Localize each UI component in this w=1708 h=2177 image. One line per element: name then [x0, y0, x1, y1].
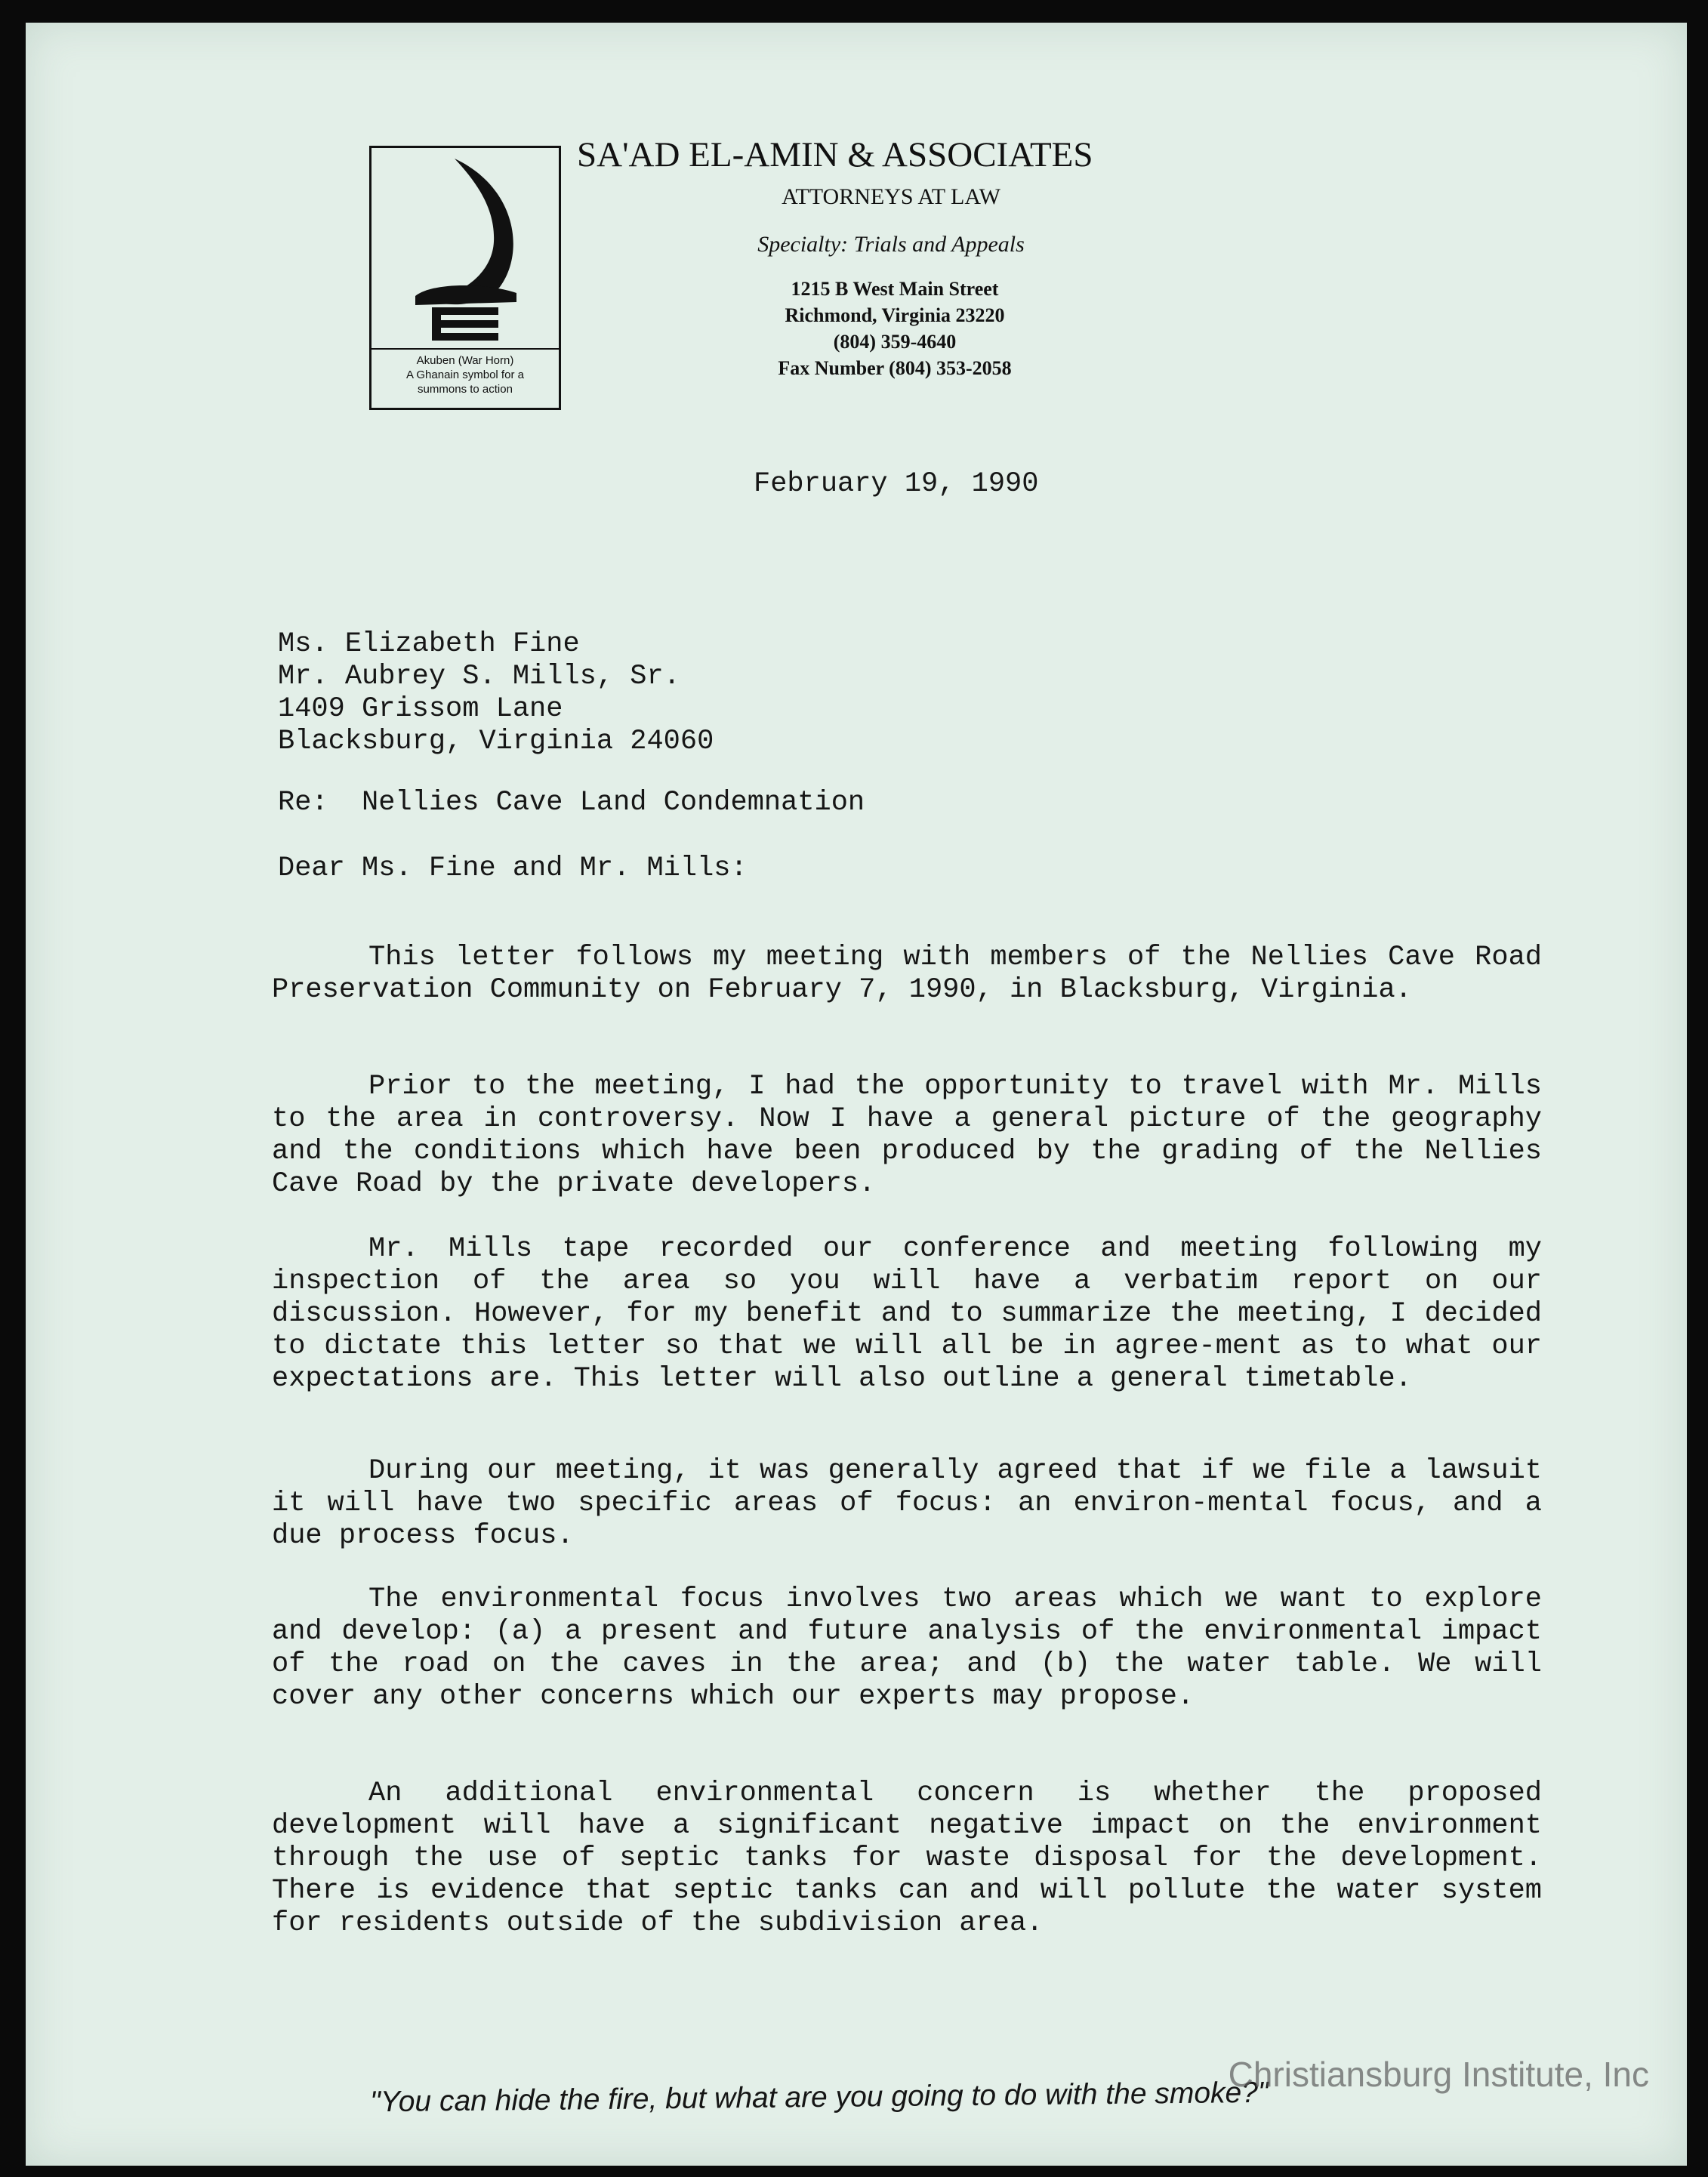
address-city: Richmond, Virginia 23220: [785, 304, 1005, 326]
fax-number: Fax Number (804) 353-2058: [778, 357, 1012, 379]
body-paragraph: The environmental focus involves two areas which we want to explore and develop: (a) a present and future analysis of the environmental impact of the road on the caves in the area; and (b) the water table. We will cover any other concerns which our experts may propose.: [272, 1583, 1542, 1713]
firm-specialty: Specialty: Trials and Appeals: [757, 232, 1025, 257]
salutation: Dear Ms. Fine and Mr. Mills:: [278, 853, 748, 884]
war-horn-icon: [402, 153, 530, 345]
letter-date: February 19, 1990: [754, 468, 1039, 500]
recipient-line: Mr. Aubrey S. Mills, Sr.: [278, 661, 680, 692]
body-paragraph: Mr. Mills tape recorded our conference and meeting following my inspection of the area so you will have a verbatim report on our discussion. However, for my benefit and to summarize the meeting, I decided to dictate this letter so that we will all be in agree-ment as to what our expectations are. This letter will also outline a general timetable.: [272, 1233, 1542, 1395]
body-paragraph: Prior to the meeting, I had the opportunity to travel with Mr. Mills to the area in controversy. Now I have a general picture of the geography and the conditions which have been produced by the grading of the Nellies Cave Road by the private developers.: [272, 1071, 1542, 1200]
logo-caption: [372, 353, 559, 396]
akuben-logo-box: [369, 146, 561, 410]
logo-caption-line: summons to action: [418, 383, 513, 396]
address-street: 1215 B West Main Street: [791, 278, 999, 300]
recipient-line: Ms. Elizabeth Fine: [278, 628, 580, 660]
recipient-line: 1409 Grissom Lane: [278, 693, 563, 725]
footer-quote: "You can hide the fire, but what are you going to do with the smoke?": [369, 2076, 1269, 2119]
firm-subtitle: ATTORNEYS AT LAW: [782, 184, 1000, 209]
recipient-line: Blacksburg, Virginia 24060: [278, 726, 714, 757]
logo-caption-line: A Ghanain symbol for a: [406, 368, 524, 381]
body-paragraph: An additional environmental concern is whether the proposed development will have a significant negative impact on the environment through the use of septic tanks for waste disposal for the development. There is evidence that septic tanks can and will pollute the water system for residents outside of the subdivision area.: [272, 1778, 1542, 1939]
firm-address: [702, 276, 1087, 381]
archive-watermark: Christiansburg Institute, Inc: [1228, 2055, 1649, 2094]
phone-number: (804) 359-4640: [833, 331, 957, 353]
logo-divider: [372, 348, 559, 350]
firm-name: SA'AD EL-AMIN & ASSOCIATES: [577, 135, 1093, 174]
body-paragraph: During our meeting, it was generally agreed that if we file a lawsuit it will have two specific areas of focus: an environ-mental focus, and a due process focus.: [272, 1455, 1542, 1552]
logo-caption-line: Akuben (War Horn): [416, 354, 514, 367]
recipient-block: [278, 628, 714, 758]
subject-line: Re: Nellies Cave Land Condemnation: [278, 787, 865, 819]
body-paragraph: This letter follows my meeting with members of the Nellies Cave Road Preservation Community on February 7, 1990, in Blacksburg, Virginia.: [272, 942, 1542, 1006]
